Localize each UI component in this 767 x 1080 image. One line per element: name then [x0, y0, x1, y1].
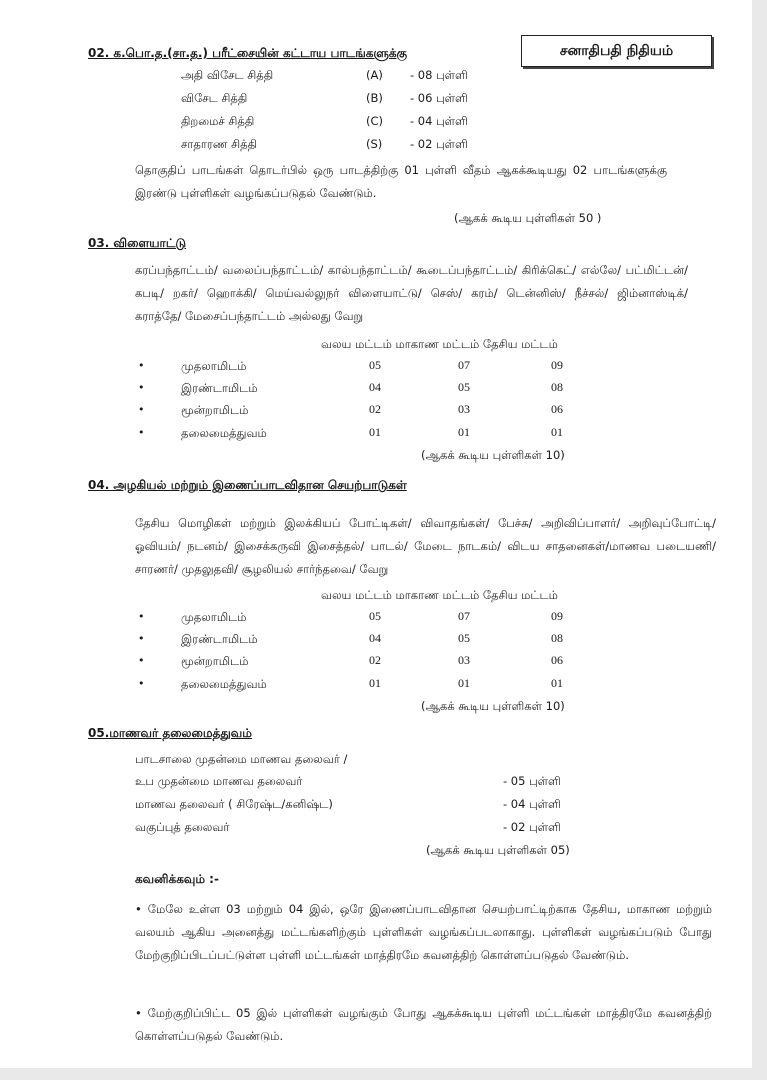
- notes-heading: கவனிக்கவும் :-: [135, 872, 219, 886]
- province-score: 05: [458, 380, 470, 394]
- grade-points: - 08 புள்ளி: [410, 68, 468, 82]
- grade-code: (S): [366, 137, 383, 151]
- section-3-paragraph: கரப்பந்தாட்டம்/ வலைப்பந்தாட்டம்/ கால்பந்தாட்டம்/ கூடைப்பந்தாட்டம்/ கிரிக்கெட்/ எல்லே/ பட்மிட்டன்/ கபடி/ றகர்/ ஹொக்கி/ மெய்வல்லுநர் விளையாட்டு/ செஸ்/ கரம்/ டென்னிஸ்/ நீச்சல்/ ஜிம்னாஸ்டிக்/ கராத்தே/ மேசைப்பந்தாட்டம் அல்லது வேறு: [135, 263, 688, 323]
- section-5-heading: 05.மாணவர் தலைமைத்துவம்: [88, 726, 252, 740]
- grade-label: விசேட சித்தி: [181, 91, 248, 105]
- zone-score: 05: [369, 358, 381, 372]
- national-score: 08: [551, 631, 563, 645]
- place-label: மூன்றாமிடம்: [181, 654, 249, 668]
- grade-code: (A): [366, 68, 383, 82]
- province-score: 07: [458, 609, 470, 623]
- bullet: •: [138, 677, 145, 690]
- bullet: •: [138, 403, 145, 416]
- province-score: 07: [458, 358, 470, 372]
- place-label: இரண்டாமிடம்: [181, 632, 258, 646]
- bullet: •: [138, 359, 145, 372]
- bullet: •: [138, 654, 145, 667]
- national-score: 09: [551, 609, 563, 623]
- province-score: 05: [458, 631, 470, 645]
- national-score: 01: [551, 425, 563, 439]
- national-score: 01: [551, 676, 563, 690]
- bullet: •: [138, 632, 145, 645]
- zone-score: 02: [369, 653, 381, 667]
- fund-title-box: சனாதிபதி நிதியம்: [521, 35, 712, 67]
- leadership-points: - 02 புள்ளி: [503, 820, 561, 834]
- bullet: •: [138, 610, 145, 623]
- province-score: 03: [458, 402, 470, 416]
- section-3-heading: 03. விளையாட்டு: [88, 236, 187, 250]
- note-2: • மேற்குறிப்பிட்ட 05 இல் புள்ளிகள் வழங்கும் போது ஆகக்கூடிய புள்ளி மட்டங்கள் மாத்திரமே கவனத்திற் கொள்ளப்படுதல் வேண்டும்.: [135, 1006, 712, 1043]
- place-label: இரண்டாமிடம்: [181, 381, 258, 395]
- note-1: • மேலே உள்ள 03 மற்றும் 04 இல், ஒரே இணைப்பாடவிதான செயற்பாட்டிற்காக தேசிய, மாகாண மற்றும் வலயம் ஆகிய அனைத்து மட்டங்களிற்கும் புள்ளிகள் வழங்கப்படலாகாது. புள்ளிகள் வழங்கப்படும் போது மேற்குறிப்பிடப்பட்டுள்ள புள்ளி மட்டங்கள் மாத்திரமே கவனத்திற் கொள்ளப்படுதல் வேண்டும்.: [135, 902, 712, 962]
- section-2-total: (ஆகக் கூடிய புள்ளிகள் 50 ): [454, 211, 602, 225]
- national-score: 08: [551, 380, 563, 394]
- grade-label: அதி விசேட சித்தி: [181, 68, 274, 82]
- zone-score: 01: [369, 676, 381, 690]
- section-4-paragraph: தேசிய மொழிகள் மற்றும் இலக்கியப் போட்டிகள்/ விவாதங்கள்/ பேச்சு/ அறிவிப்பாளர்/ அறிவுப்போட்டி/ ஓவியம்/ நடனம்/ இசைக்கருவி இசைத்தல்/ பாடல்/ மேடை நாடகம்/ விடய சாதனைகள்/மாணவ படையணி/ சாரணர்/ முதலுதவி/ சூழலியல் சார்ந்தவை/ வேறு: [135, 516, 716, 576]
- section-2-heading: 02. க.பொ.த.(சா.த.) பரீட்சையின் கட்டாய பாடங்களுக்கு: [88, 46, 408, 60]
- leadership-points: - 05 புள்ளி: [503, 774, 561, 788]
- section-4-total: (ஆகக் கூடிய புள்ளிகள் 10): [421, 699, 565, 713]
- leadership-role: மாணவ தலைவர் ( சிரேஷ்ட/கனிஷ்ட): [135, 797, 333, 811]
- section-3-total: (ஆகக் கூடிய புள்ளிகள் 10): [421, 448, 565, 462]
- grade-points: - 04 புள்ளி: [410, 114, 468, 128]
- province-score: 01: [458, 425, 470, 439]
- grade-label: சாதாரண சித்தி: [181, 137, 258, 151]
- zone-score: 04: [369, 380, 381, 394]
- grade-code: (C): [366, 114, 384, 128]
- zone-score: 05: [369, 609, 381, 623]
- grade-points: - 02 புள்ளி: [410, 137, 468, 151]
- place-label: முதலாமிடம்: [181, 359, 247, 373]
- province-score: 01: [458, 676, 470, 690]
- place-label: தலைமைத்துவம்: [181, 677, 267, 691]
- zone-score: 02: [369, 402, 381, 416]
- leadership-role: உப முதன்மை மாணவ தலைவர்: [135, 774, 303, 788]
- bullet: •: [138, 381, 145, 394]
- leadership-role: வகுப்புத் தலைவர்: [135, 820, 230, 834]
- section-4-heading: 04. அழகியல் மற்றும் இணைப்பாடவிதான செயற்பாடுகள்: [88, 478, 407, 492]
- province-score: 03: [458, 653, 470, 667]
- section-5-total: (ஆகக் கூடிய புள்ளிகள் 05): [426, 843, 570, 857]
- zone-score: 04: [369, 631, 381, 645]
- zone-score: 01: [369, 425, 381, 439]
- grade-label: திறமைச் சித்தி: [181, 114, 255, 128]
- leadership-line: பாடசாலை முதன்மை மாணவ தலைவர் /: [135, 752, 348, 766]
- level-column-headers: வலய மட்டம் மாகாண மட்டம் தேசிய மட்டம்: [321, 588, 558, 602]
- section-2-paragraph: தொகுதிப் பாடங்கள் தொடர்பில் ஒரு பாடத்திற்கு 01 புள்ளி வீதம் ஆகக்கூடியது 02 பாடங்களுக்கு இரண்டு புள்ளிகள் வழங்கப்படுதல் வேண்டும்.: [135, 163, 667, 200]
- place-label: மூன்றாமிடம்: [181, 403, 249, 417]
- bullet: •: [138, 426, 145, 439]
- level-column-headers: வலய மட்டம் மாகாண மட்டம் தேசிய மட்டம்: [321, 337, 558, 351]
- national-score: 09: [551, 358, 563, 372]
- national-score: 06: [551, 653, 563, 667]
- grade-points: - 06 புள்ளி: [410, 91, 468, 105]
- place-label: முதலாமிடம்: [181, 610, 247, 624]
- national-score: 06: [551, 402, 563, 416]
- place-label: தலைமைத்துவம்: [181, 426, 267, 440]
- leadership-points: - 04 புள்ளி: [503, 797, 561, 811]
- grade-code: (B): [366, 91, 383, 105]
